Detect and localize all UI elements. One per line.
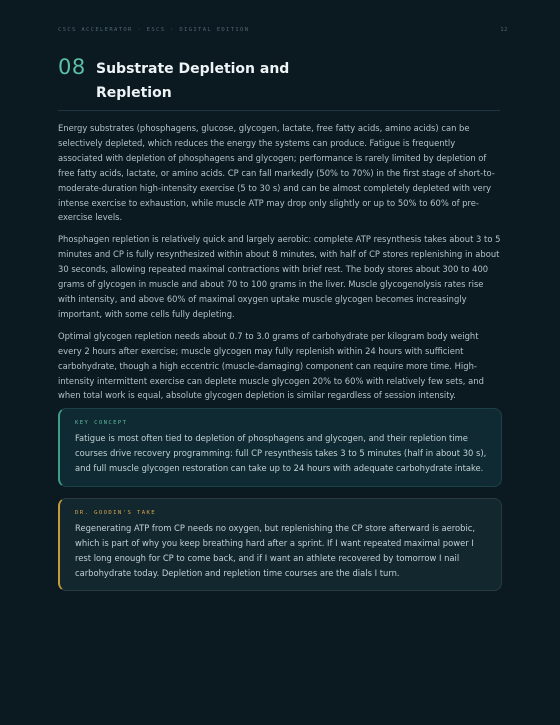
running-header (58, 25, 508, 35)
heading-divider (58, 110, 500, 111)
paragraph: Phosphagen repletion is relatively quick and largely aerobic: complete ATP resynthesis takes about 3 to 5 minutes and CP is fully resynthesized within about 8 minutes, with half of CP stores replenishing in about 30 seconds, allowing repeated maximal contractions with brief rest. The body stores about 300 to 400 grams of glycogen in muscle and about 70 to 100 grams in the liver. Muscle glycogenolysis rates rise with intensity, and above 60% of maximal oxygen uptake muscle glycogen becomes increasingly important, with some cells fully depleting. (58, 234, 501, 319)
paragraph: Optimal glycogen repletion needs about 0.7 to 3.0 grams of carbohydrate per kilogram body weight every 2 hours after exercise; muscle glycogen may fully replenish within 24 hours with sufficient carbohydrate, though a high eccentric (muscle-damaging) component can require more time. High-intensity intermittent exercise can deplete muscle glycogen 20% to 60% with relatively few sets, and when total work is equal, absolute glycogen depletion is similar regardless of session intensity. (58, 330, 484, 401)
chapter-heading (58, 54, 502, 105)
key-concept-label: KEY CONCEPT (75, 420, 128, 426)
page-number: 12 (500, 27, 508, 33)
running-header-title: CSCS ACCELERATOR · ESCS · DIGITAL EDITION (58, 27, 250, 33)
coach-take-text: Regenerating ATP from CP needs no oxygen, but replenishing the CP store afterward is aerobic, which is part of why you keep breathing hard after a sprint. If I want repeated maximal power I rest long enough for CP to come back, and if I want an athlete recovered by tomorrow I nail carbohydrate today. Depletion and repletion time courses are the dials I turn. (75, 523, 476, 578)
paragraph: Energy substrates (phosphagens, glucose, glycogen, lactate, free fatty acids, amino acids) can be selectively depleted, which reduces the energy the systems can produce. Fatigue is frequently associated with depletion of phosphagens and glycogen; performance is rarely limited by depletion of free fatty acids, lactate, or amino acids. CP can fall markedly (50% to 70%) in the first stage of short-to-moderate-duration high-intensity exercise (5 to 30 s) and can be almost completely depleted with very intense exercise to exhaustion, while muscle ATP may drop only slightly or up to 50% to 60% of pre-exercise levels. (58, 123, 495, 223)
coach-take-label: DR. GOODIN'S TAKE (75, 510, 157, 516)
coach-take-callout (58, 498, 502, 591)
chapter-number: 08 (58, 55, 86, 79)
key-concept-text: Fatigue is most often tied to depletion of phosphagens and glycogen, and their repletion time courses drive recovery programming: full CP resynthesis takes 3 to 5 minutes (half in about 30 s), and full muscle glycogen restoration can take up to 24 hours with adequate carbohydrate intake. (75, 433, 487, 473)
key-concept-callout (58, 408, 502, 487)
body-text (58, 121, 502, 410)
chapter-title: Substrate Depletion and Repletion (96, 61, 290, 101)
